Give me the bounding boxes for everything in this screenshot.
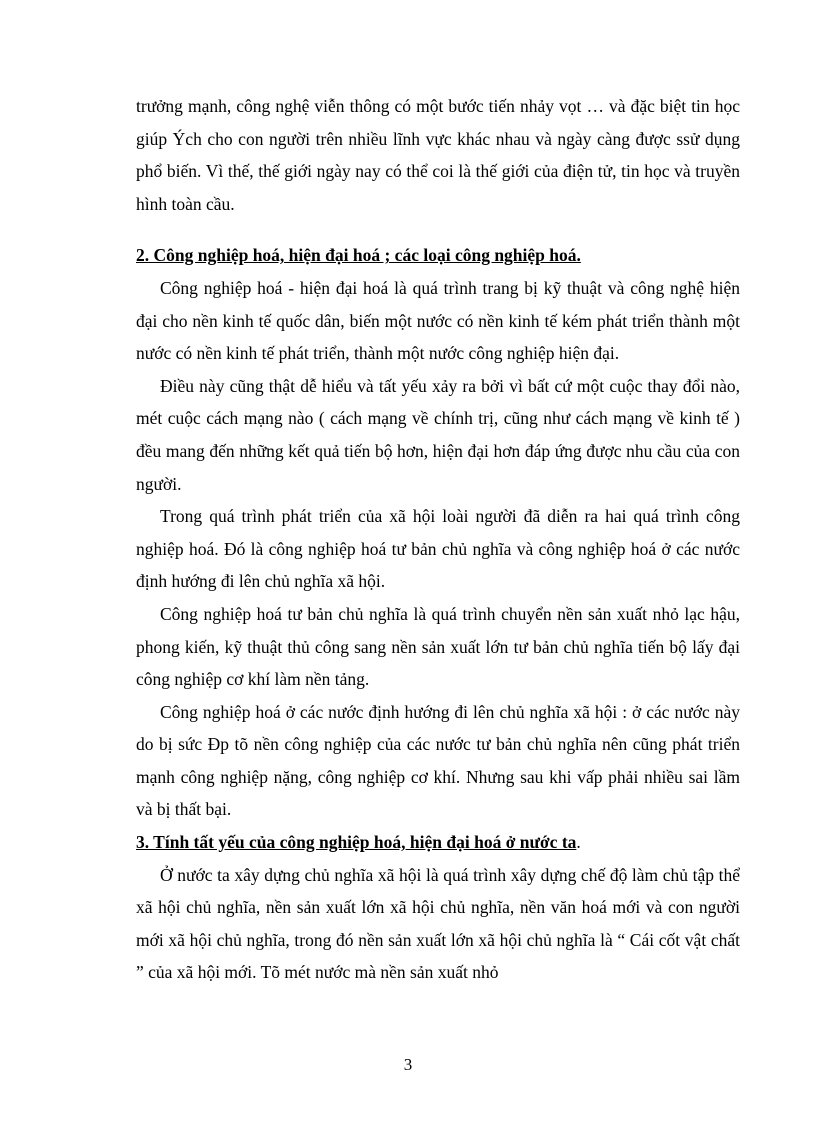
paragraph-definition: Công nghiệp hoá - hiện đại hoá là quá trình trang bị kỹ thuật và công nghệ hiện đại cho nền kinh tế quốc dân, biến một nước có nền kinh tế kém phát triển thành một nước có nền kinh tế phát triển, thành một nước công nghiệp hiện đại.: [136, 277, 740, 364]
paragraph-two-processes: Trong quá trình phát triển của xã hội loài người đã diễn ra hai quá trình công nghiệp hoá. Đó là công nghiệp hoá tư bản chủ nghĩa và công nghiệp hoá ở các nước định hướng đi lên chủ nghĩa xã hội.: [136, 506, 740, 592]
paragraph-vietnam-context: Ở nước ta xây dựng chủ nghĩa xã hội là quá trình xây dựng chế độ làm chủ tập thể xã hội chủ nghĩa, nền sản xuất lớn xã hội chủ nghĩa, nền văn hoá mới và con người mới xã hội chủ nghĩa, trong đó nền sản xuất lớn xã hội chủ nghĩa là “ Cái cốt vật chất ” của xã hội mới. Tõ mét nước mà nền sản xuất nhỏ: [136, 864, 740, 983]
section-heading-3: 3. Tính tất yếu của công nghiệp hoá, hiện đại hoá ở nước ta.: [136, 832, 581, 853]
page-number: 3: [403, 1055, 413, 1074]
section-heading-2: 2. Công nghiệp hoá, hiện đại hoá ; các loại công nghiệp hoá.: [136, 245, 581, 266]
paragraph-capitalist-industrialization: Công nghiệp hoá tư bản chủ nghĩa là quá trình chuyển nền sản xuất nhỏ lạc hậu, phong kiến, kỹ thuật thủ công sang nền sản xuất lớn tư bản chủ nghĩa tiến bộ lấy đại công nghiệp cơ khí làm nền tảng.: [136, 603, 740, 690]
paragraph-intro: trưởng mạnh, công nghệ viễn thông có một bước tiến nhảy vọt … và đặc biệt tin học giúp Ých cho con người trên nhiều lĩnh vực khác nhau và ngày càng được ssử dụng phổ biến. Vì thế, thế giới ngày nay có thể coi là thế giới của điện tử, tin học và truyền hình toàn cầu.: [136, 96, 740, 214]
document-body: [136, 90, 740, 989]
paragraph-explanation: Điều này cũng thật dễ hiểu và tất yếu xảy ra bởi vì bất cứ một cuộc thay đổi nào, mét cuộc cách mạng nào ( cách mạng về chính trị, cũng như cách mạng về kinh tế ) đều mang đến những kết quả tiến bộ hơn, hiện đại hơn đáp ứng được nhu cầu của con người.: [136, 375, 740, 494]
paragraph-socialist-industrialization: Công nghiệp hoá ở các nước định hướng đi lên chủ nghĩa xã hội : ở các nước này do bị sức Ðp tõ nền công nghiệp của các nước tư bản chủ nghĩa nên cũng phát triển mạnh công nghiệp nặng, công nghiệp cơ khí. Nhưng sau khi vấp phải nhiều sai lầm và bị thất bại.: [136, 701, 740, 820]
